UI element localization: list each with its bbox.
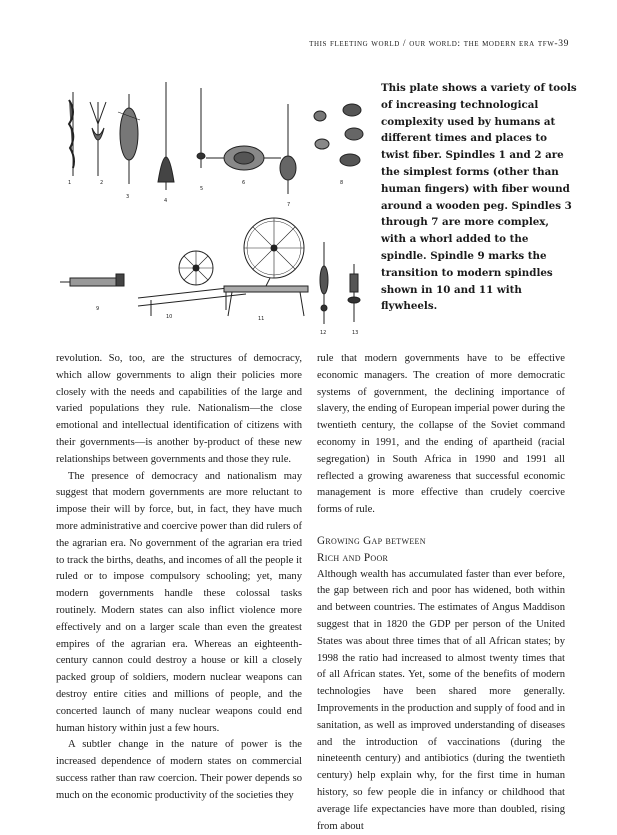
spindle-7 — [280, 104, 296, 194]
paragraph: Although wealth has accumulated faster than ever before, the gap between rich and poor has widened, both within and between countries. The estimates of Angus Maddison suggest that in 1820 the GDP per person of the United States was about three times that of all African states; by 1998 the ratio had increased to almost twenty times that of all African states. Yet, some of the benefits of modern technologies have been shared more generally. Improvements in the production and supply of food and in sanitation, as well as improved understanding of diseases and the introduction of vaccinations (during the nineteenth century) and antibiotics (during the twentieth century) help explain why, for the first time in human history, so few people die in infancy or childhood that average life expectancies have more than doubled, rising from about — [317, 568, 565, 832]
figure-label-2: 2 — [100, 180, 104, 186]
spindle-13 — [348, 264, 360, 322]
figure-label-9: 9 — [96, 306, 100, 312]
section-heading-line-1: Growing Gap between — [317, 534, 426, 547]
paragraph: rule that modern governments have to be effective economic managers. The creation of more democratic systems of government, the declining importance of slavery, the ending of European imperial power during the twentieth century, the collapse of the Soviet command economy in 1991, and the ending of apartheid (racial segregation) in South Africa in 1990 and 1991 all reflected a growing awareness that successful economic management is more effective than crudely coercive forms of rule. — [317, 353, 565, 516]
spindle-12 — [320, 242, 328, 324]
figure-label-10: 10 — [166, 314, 173, 320]
figure-label-12: 12 — [320, 330, 327, 336]
spindle-5 — [197, 88, 205, 168]
spindle-9 — [60, 274, 124, 286]
spindle-4 — [158, 82, 174, 190]
left-column — [56, 351, 302, 805]
figure-label-4: 4 — [164, 198, 168, 204]
figure-label-8: 8 — [340, 180, 344, 186]
figure-label-7: 7 — [287, 202, 291, 208]
figure-caption: This plate shows a variety of tools of increasing technological complexity used by humans at different times and places to twist fiber. Spindles 1 and 2 are the simplest forms (other than human fingers) with fiber wound around a wooden peg. Spindles 3 through 7 are more complex, with a whorl added to the spindle. Spindle 9 marks the transition to modern spindles shown in 10 and 11 with flywheels. — [381, 82, 577, 313]
figure-label-3: 3 — [126, 194, 130, 200]
figure-label-1: 1 — [68, 180, 72, 186]
right-column — [317, 351, 565, 835]
figure-label-5: 5 — [200, 186, 204, 192]
figure-label-6: 6 — [242, 180, 246, 186]
figure-label-13: 13 — [352, 330, 359, 336]
spindle-1 — [69, 92, 74, 176]
spindle-2 — [90, 102, 106, 176]
section-heading — [317, 533, 565, 567]
paragraph: revolution. So, too, are the structures of democracy, which allow governments to align their policies more closely with the needs and capabilities of the large and varied populations they rule. Nationalism—the close emotional and intellectual identification of citizens with their governments—is another by-product of these new relationships between governments and those they rule. — [56, 353, 302, 465]
whorls-8 — [314, 104, 363, 166]
running-head: this fleeting world / our world: the modern era tfw-39 — [309, 38, 569, 49]
figure-label-11: 11 — [258, 316, 265, 322]
spindle-11 — [224, 218, 308, 316]
spindle-6 — [206, 146, 281, 170]
paragraph: A subtler change in the nature of power is the increased dependence of modern states on commercial success rather than raw coercion. Their power depends so much on the economic productivity of the societies they — [56, 739, 302, 801]
paragraph: The presence of democracy and nationalism may suggest that modern governments are more reluctant to impose their will by force, but, in fact, they have much more administrative and coercive power than did rulers of the agrarian era. No government of the agrarian era tried to track the births, deaths, and incomes of all the people it ruled or to impose compulsory schooling; yet, many modern governments handle these colossal tasks routinely. Modern states can also inflict violence more effectively and on a larger scale than even the greatest empires of the agrarian era. Whereas an eighteenth-century cannon could destroy a house or kill a closely packed group of soldiers, modern nuclear weapons can destroy entire cities and millions of people, and the concerted launch of many nuclear weapons could end human history within just a few hours. — [56, 470, 302, 734]
spindle-illustration — [56, 72, 378, 338]
section-heading-line-2: Rich and Poor — [317, 551, 389, 564]
spindle-3 — [118, 94, 140, 184]
